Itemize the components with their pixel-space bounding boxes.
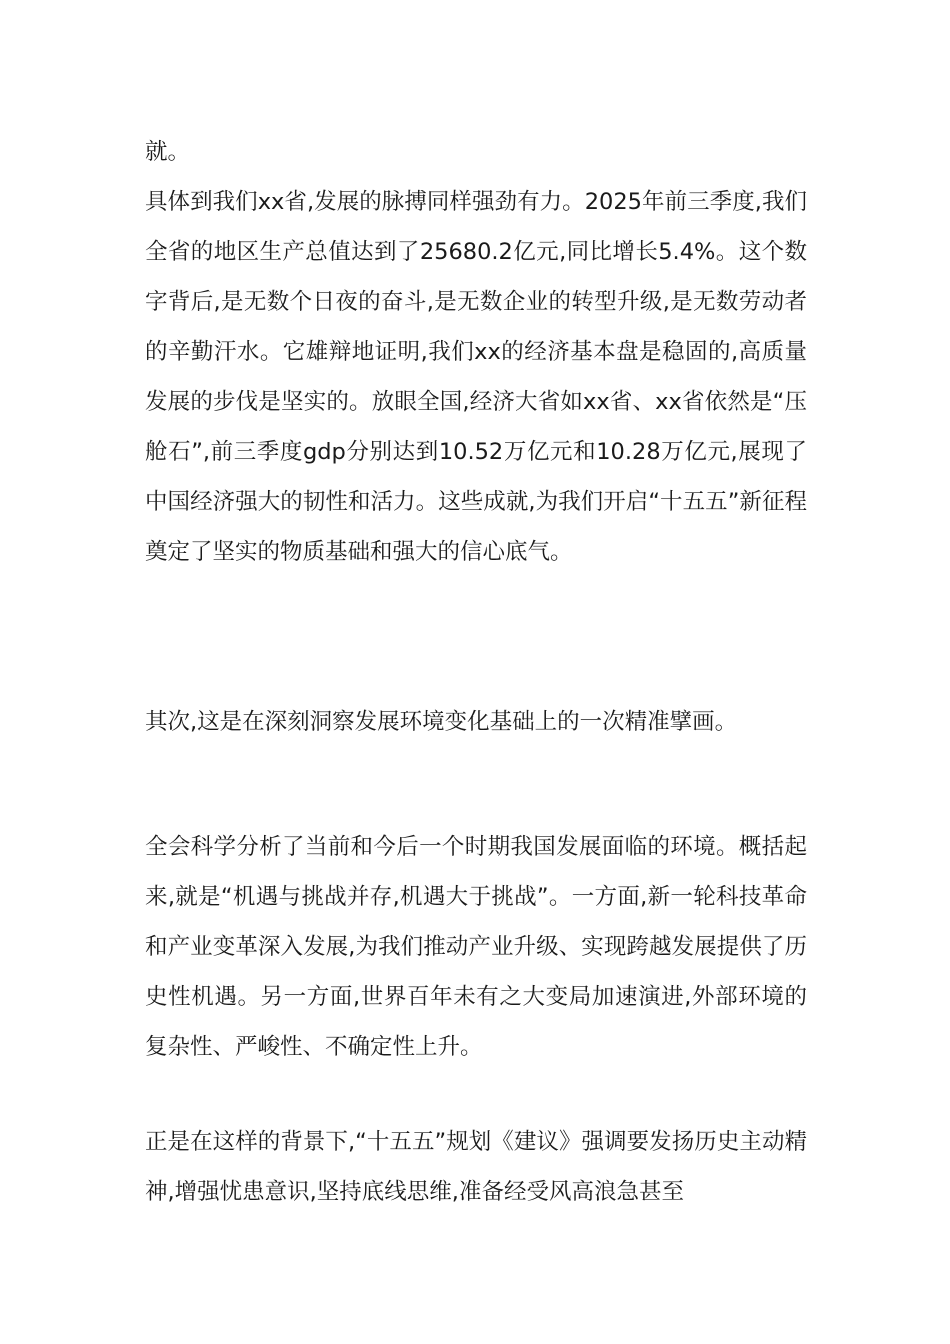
paragraph-2: 具体到我们xx省,发展的脉搏同样强劲有力。2025年前三季度,我们全省的地区生产总值达到了25680.2亿元,同比增长5.4%。这个数字背后,是无数个日夜的奋斗,是无数企业的转型升级,是无数劳动者的辛勤汗水。它雄辩地证明,我们xx的经济基本盘是稳固的,高质量发展的步伐是坚实的。放眼全国,经济大省如xx省、xx省依然是“压舱石”,前三季度gdp分别达到10.52万亿元和10.28万亿元,展现了中国经济强大的韧性和活力。这些成就,为我们开启“十五五”新征程奠定了坚实的物质基础和强大的信心底气。	[145, 189, 807, 565]
paragraph-3: 其次,这是在深刻洞察发展环境变化基础上的一次精准擘画。	[145, 709, 738, 735]
paragraph-1: 就。	[145, 139, 191, 165]
paragraph-4: 全会科学分析了当前和今后一个时期我国发展面临的环境。概括起来,就是“机遇与挑战并存,机遇大于挑战”。一方面,新一轮科技革命和产业变革深入发展,为我们推动产业升级、实现跨越发展提供了历史性机遇。另一方面,世界百年未有之大变局加速演进,外部环境的复杂性、严峻性、不确定性上升。	[145, 834, 807, 1060]
paragraph-5: 正是在这样的背景下,“十五五”规划《建议》强调要发扬历史主动精神,增强忧患意识,坚持底线思维,准备经受风高浪急甚至	[145, 1129, 807, 1205]
